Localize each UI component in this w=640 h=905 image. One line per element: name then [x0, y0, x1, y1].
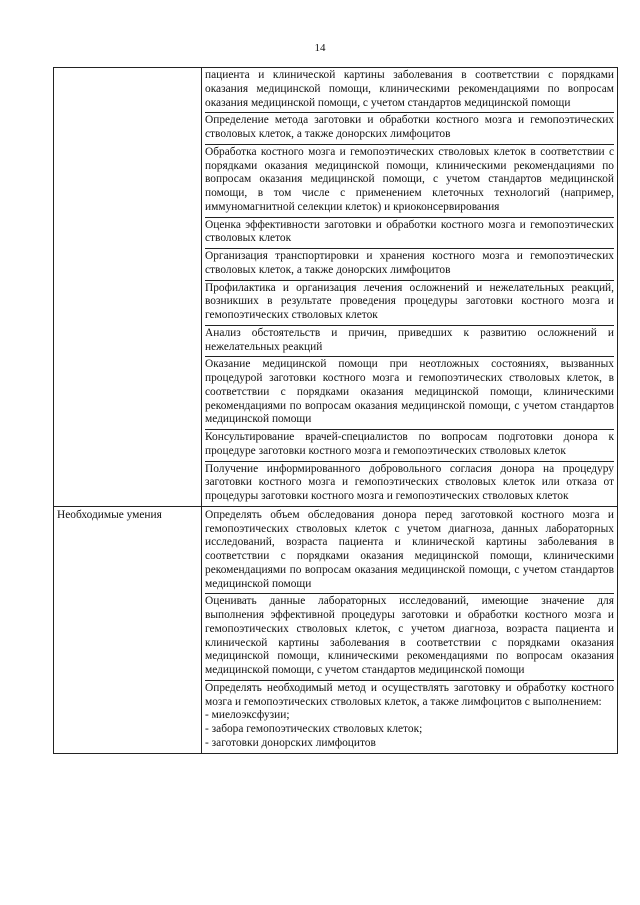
bullet-list — [205, 709, 614, 750]
row-content-cell — [202, 68, 618, 507]
list-item: Оценка эффективности заготовки и обработки костного мозга и гемопоэтических стволовых клеток — [205, 218, 614, 250]
row-label: Необходимые умения — [57, 508, 162, 521]
professional-standard-table — [53, 67, 618, 754]
list-item-intro: Определять необходимый метод и осуществлять заготовку и обработку костного мозга и гемопоэтических стволовых клеток, а также лимфоцитов с выполнением: — [205, 681, 614, 708]
list-item: Определять объем обследования донора перед заготовкой костного мозга и гемопоэтических стволовых клеток с учетом диагноза, данных лабораторных исследований, возраста пациента и клинической картины заболевания в соответствии с порядками оказания медицинской помощи, клиническими рекомендациями по вопросам оказания медицинской помощи, с учетом стандартов медицинской помощи — [205, 508, 614, 595]
list-item: пациента и клинической картины заболевания в соответствии с порядками оказания медицинской помощи, клиническими рекомендациями по вопросам оказания медицинской помощи, с учетом стандартов медицинской помощи — [205, 69, 614, 113]
list-item: Организация транспортировки и хранения костного мозга и гемопоэтических стволовых клеток, а также донорских лимфоцитов — [205, 249, 614, 281]
bullet-item: - забора гемопоэтических стволовых клеток; — [205, 723, 423, 735]
bullet-item: - заготовки донорских лимфоцитов — [205, 736, 376, 749]
list-item — [205, 681, 614, 753]
row-label-cell — [54, 506, 202, 753]
list-item: Консультирование врачей-специалистов по вопросам подготовки донора к процедуре заготовки костного мозга и гемопоэтических стволовых клеток — [205, 430, 614, 462]
page-number: 14 — [314, 42, 326, 54]
row-label-cell — [54, 68, 202, 507]
table-row — [54, 506, 618, 753]
list-item: Анализ обстоятельств и причин, приведших к развитию осложнений и нежелательных реакций — [205, 326, 614, 358]
list-item: Определение метода заготовки и обработки костного мозга и гемопоэтических стволовых клеток, а также донорских лимфоцитов — [205, 113, 614, 145]
list-item: Оказание медицинской помощи при неотложных состояниях, вызванных процедурой заготовки костного мозга и гемопоэтических стволовых клеток, в соответствии с порядками оказания медицинской помощи, клиническими рекомендациями по вопросам оказания медицинской помощи, с учетом стандартов медицинской помощи — [205, 357, 614, 430]
bullet-item: - миелоэксфузии; — [205, 709, 290, 722]
table-row — [54, 68, 618, 507]
list-item: Обработка костного мозга и гемопоэтических стволовых клеток в соответствии с порядками оказания медицинской помощи, клиническими рекомендациями по вопросам оказания медицинской помощи, с учетом стандартов медицинской помощи, в том числе с применением клеточных технологий (например, иммуномагнитной селекции клеток) и криоконсервирования — [205, 145, 614, 218]
row-content-cell — [202, 506, 618, 753]
list-item: Получение информированного добровольного согласия донора на процедуру заготовки костного мозга и гемопоэтических стволовых клеток или отказа от процедуры заготовки костного мозга и гемопоэтических стволовых клеток — [205, 462, 614, 502]
list-item: Оценивать данные лабораторных исследований, имеющие значение для выполнения эффективной процедуры заготовки и обработки костного мозга и гемопоэтических стволовых клеток, с учетом диагноза, возраста пациента и клинической картины заболевания в соответствии с порядками оказания медицинской помощи, клиническими рекомендациями по вопросам оказания медицинской помощи, с учетом стандартов медицинской помощи — [205, 594, 614, 681]
list-item: Профилактика и организация лечения осложнений и нежелательных реакций, возникших в результате проведения процедуры заготовки костного мозга и гемопоэтических стволовых клеток — [205, 281, 614, 326]
